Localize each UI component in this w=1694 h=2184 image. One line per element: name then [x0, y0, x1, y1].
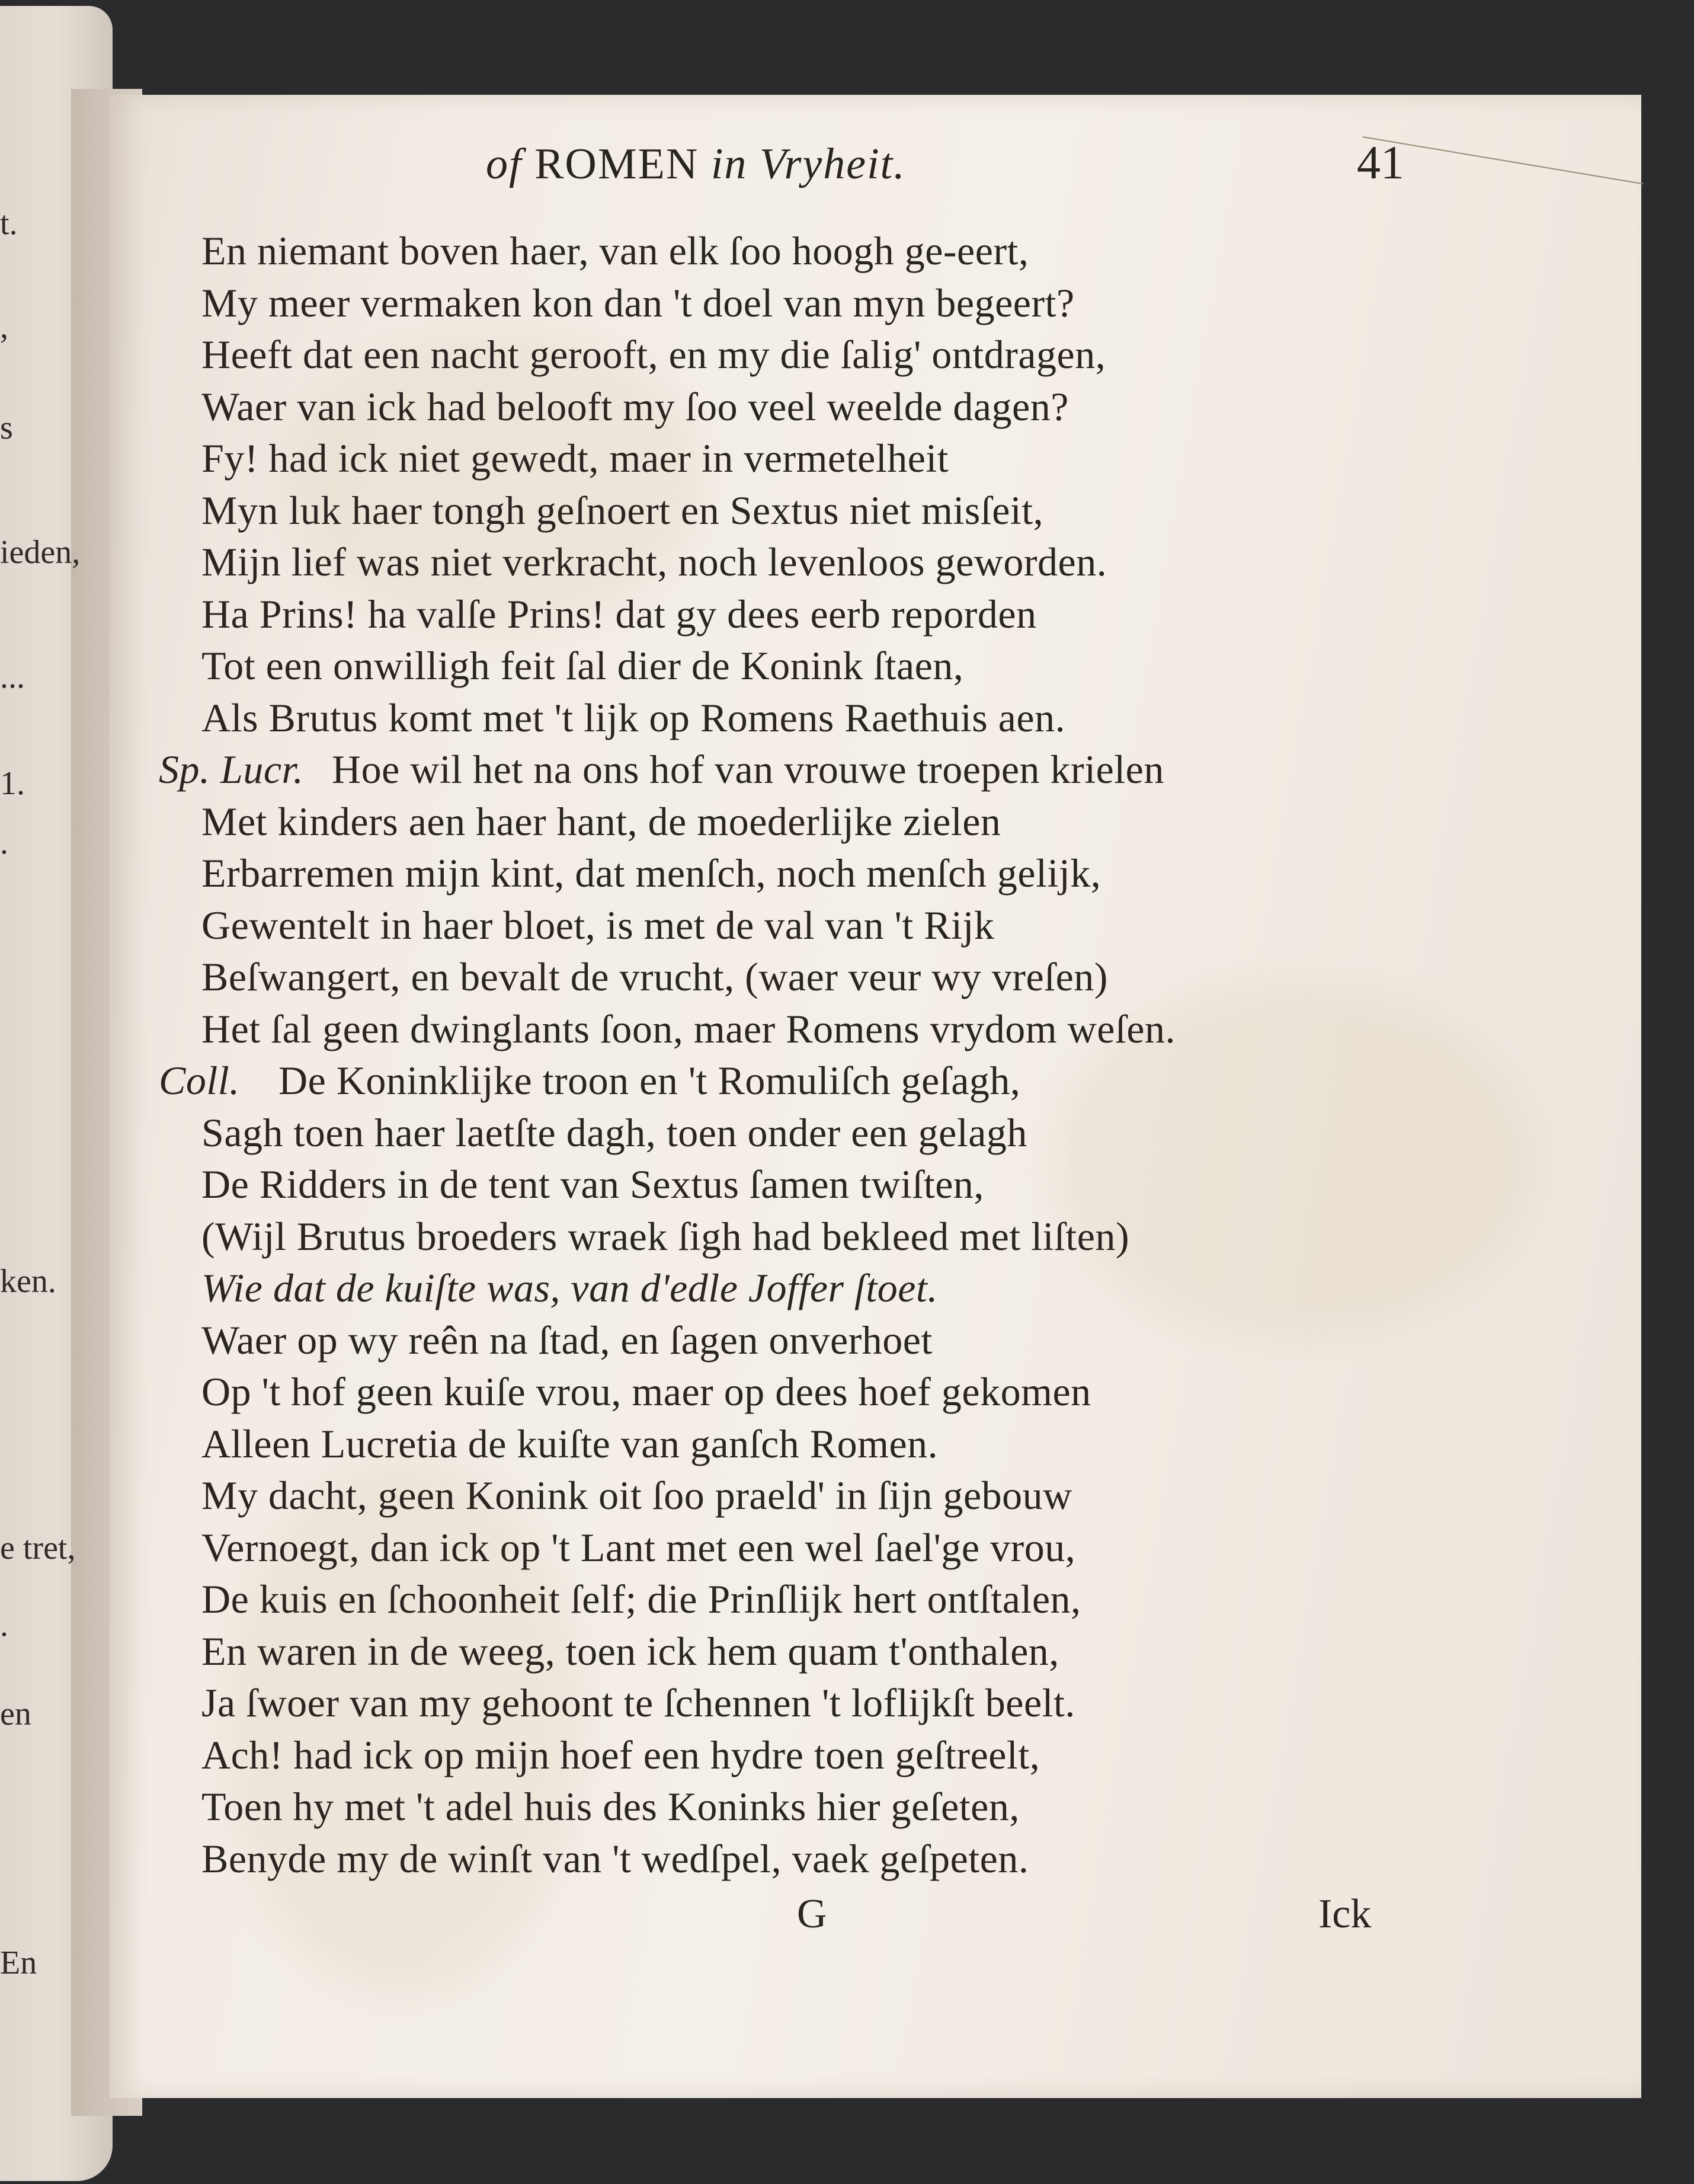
verse-line: [178, 640, 1422, 692]
verse-line: [178, 277, 1422, 330]
verse-text: Ja ſwoer van my gehoont te ſchennen 't loflijkſt beelt.: [201, 1680, 1075, 1725]
running-head: [486, 139, 906, 190]
left-page-text-fragment: ieden,: [0, 534, 81, 571]
verse-text: Heeft dat een nacht gerooft, en my die ſalig' ontdragen,: [201, 332, 1106, 377]
verse-text: (Wijl Brutus broeders wraek ſigh had bekleed met liſten): [201, 1213, 1130, 1259]
verse-line: [159, 1055, 1422, 1107]
verse-text: My dacht, geen Konink oit ſoo praeld' in ſijn gebouw: [201, 1473, 1072, 1518]
left-page-text-fragment: ,: [0, 309, 8, 346]
running-head-suffix: Vryheit.: [759, 140, 906, 188]
verse-line: [178, 1574, 1422, 1626]
verse-text: De kuis en ſchoonheit ſelf; die Prinſlijk hert ontſtalen,: [201, 1577, 1081, 1622]
verse-text: Waer van ick had belooft my ſoo veel weelde dagen?: [201, 383, 1069, 429]
verse-line: [178, 1366, 1422, 1418]
verse-line: [178, 796, 1422, 848]
verse-line: [178, 900, 1422, 952]
left-page-text-fragment: en: [0, 1696, 31, 1732]
verse-line: [178, 1262, 1422, 1315]
verse-text: Beſwangert, en bevalt de vrucht, (waer veur wy vreſen): [201, 954, 1108, 999]
verse-line: [178, 1211, 1422, 1263]
verse-text: Waer op wy reên na ſtad, en ſagen onverhoet: [201, 1317, 933, 1363]
verse-line: [178, 1833, 1422, 1885]
signature-mark: G: [797, 1891, 827, 1937]
verse-text: Myn luk haer tongh geſnoert en Sextus niet misſeit,: [201, 487, 1044, 533]
running-head-prefix: of: [486, 140, 523, 188]
verse-text: En waren in de weeg, toen ick hem quam t'onthalen,: [201, 1628, 1059, 1674]
verse-text: Fy! had ick niet gewedt, maer in vermetelheit: [201, 436, 949, 481]
verse-line: [178, 589, 1422, 641]
verse-line: [178, 1418, 1422, 1470]
verse-text: My meer vermaken kon dan 't doel van myn begeert?: [201, 280, 1075, 325]
verse-line: [178, 1003, 1422, 1056]
verse-line: [178, 848, 1422, 900]
verse-line: [178, 381, 1422, 433]
verse-text: Mijn lief was niet verkracht, noch levenloos geworden.: [201, 539, 1107, 584]
verse-line: [178, 329, 1422, 381]
verse-text: Ach! had ick op mijn hoef een hydre toen geſtreelt,: [201, 1732, 1040, 1777]
verse-line: [178, 1781, 1422, 1833]
left-page-text-fragment: En: [0, 1945, 37, 1981]
verse-text: Tot een onwilligh feit ſal dier de Konink ſtaen,: [201, 643, 964, 688]
verse-line: [178, 1677, 1422, 1729]
verse-line: [178, 1159, 1422, 1211]
verse-text: Sagh toen haer laetſte dagh, toen onder een gelagh: [201, 1109, 1027, 1155]
verse-line: [178, 951, 1422, 1003]
verse-text: En niemant boven haer, van elk ſoo hoogh ge-eert,: [201, 228, 1029, 273]
verse-text: Vernoegt, dan ick op 't Lant met een wel ſael'ge vrou,: [201, 1524, 1076, 1570]
verse-text: Ha Prins! ha valſe Prins! dat gy dees eerb reporden: [201, 591, 1037, 637]
verse-line: [178, 433, 1422, 485]
verse-line: [178, 225, 1422, 277]
catchword: Ick: [1318, 1891, 1372, 1937]
verse-line: [178, 692, 1422, 744]
verse-line: [159, 744, 1422, 796]
verse-line: [178, 485, 1422, 537]
verse-text: Het ſal geen dwinglants ſoon, maer Romens vrydom weſen.: [201, 1006, 1176, 1051]
verse-line: [178, 1470, 1422, 1522]
left-page-text-fragment: s: [0, 410, 13, 446]
verse-text: Gewentelt in haer bloet, is met de val van 't Rijk: [201, 902, 995, 948]
verse-text: Erbarremen mijn kint, dat menſch, noch menſch gelijk,: [201, 850, 1101, 896]
verse-text: Benyde my de winſt van 't wedſpel, vaek geſpeten.: [201, 1836, 1029, 1881]
speaker-label: Sp. Lucr.: [159, 747, 304, 792]
left-page-text-fragment: .: [0, 1607, 8, 1643]
verse-text: Toen hy met 't adel huis des Koninks hier geſeten,: [201, 1784, 1020, 1829]
running-head-mid: in: [710, 140, 748, 188]
verse-text: De Ridders in de tent van Sextus ſamen twiſten,: [201, 1162, 984, 1207]
left-page-text-fragment: ...: [0, 658, 25, 695]
left-page-text-fragment: e tret,: [0, 1530, 76, 1566]
verse-text: De Koninklijke troon en 't Romuliſch geſagh,: [278, 1058, 1021, 1103]
left-page-text-fragment: 1.: [0, 765, 25, 802]
verse-text: Als Brutus komt met 't lijk op Romens Raethuis aen.: [201, 695, 1066, 740]
verse-text: Wie dat de kuiſte was, van d'edle Joffer ſtoet.: [201, 1265, 938, 1310]
verse-line: [178, 536, 1422, 589]
left-page-text-fragment: .: [0, 824, 8, 861]
verse-line: [178, 1107, 1422, 1159]
verse-text: Met kinders aen haer hant, de moederlijke zielen: [201, 798, 1001, 844]
verse-line: [178, 1729, 1422, 1782]
verse-line: [178, 1626, 1422, 1678]
left-page-text-fragment: ken.: [0, 1263, 56, 1300]
verse-line: [178, 1522, 1422, 1574]
speaker-label: Coll.: [159, 1058, 240, 1103]
verse-line: [178, 1315, 1422, 1367]
verse-text: Alleen Lucretia de kuiſte van ganſch Romen.: [201, 1421, 939, 1466]
verse-text: Op 't hof geen kuiſe vrou, maer op dees hoef gekomen: [201, 1369, 1091, 1414]
left-page-text-fragment: t.: [0, 205, 18, 242]
page-number: 41: [1357, 137, 1404, 189]
verse-text-block: [159, 225, 1422, 1885]
verse-text: Hoe wil het na ons hof van vrouwe troepen krielen: [332, 747, 1164, 792]
running-head-title: ROMEN: [534, 140, 699, 188]
